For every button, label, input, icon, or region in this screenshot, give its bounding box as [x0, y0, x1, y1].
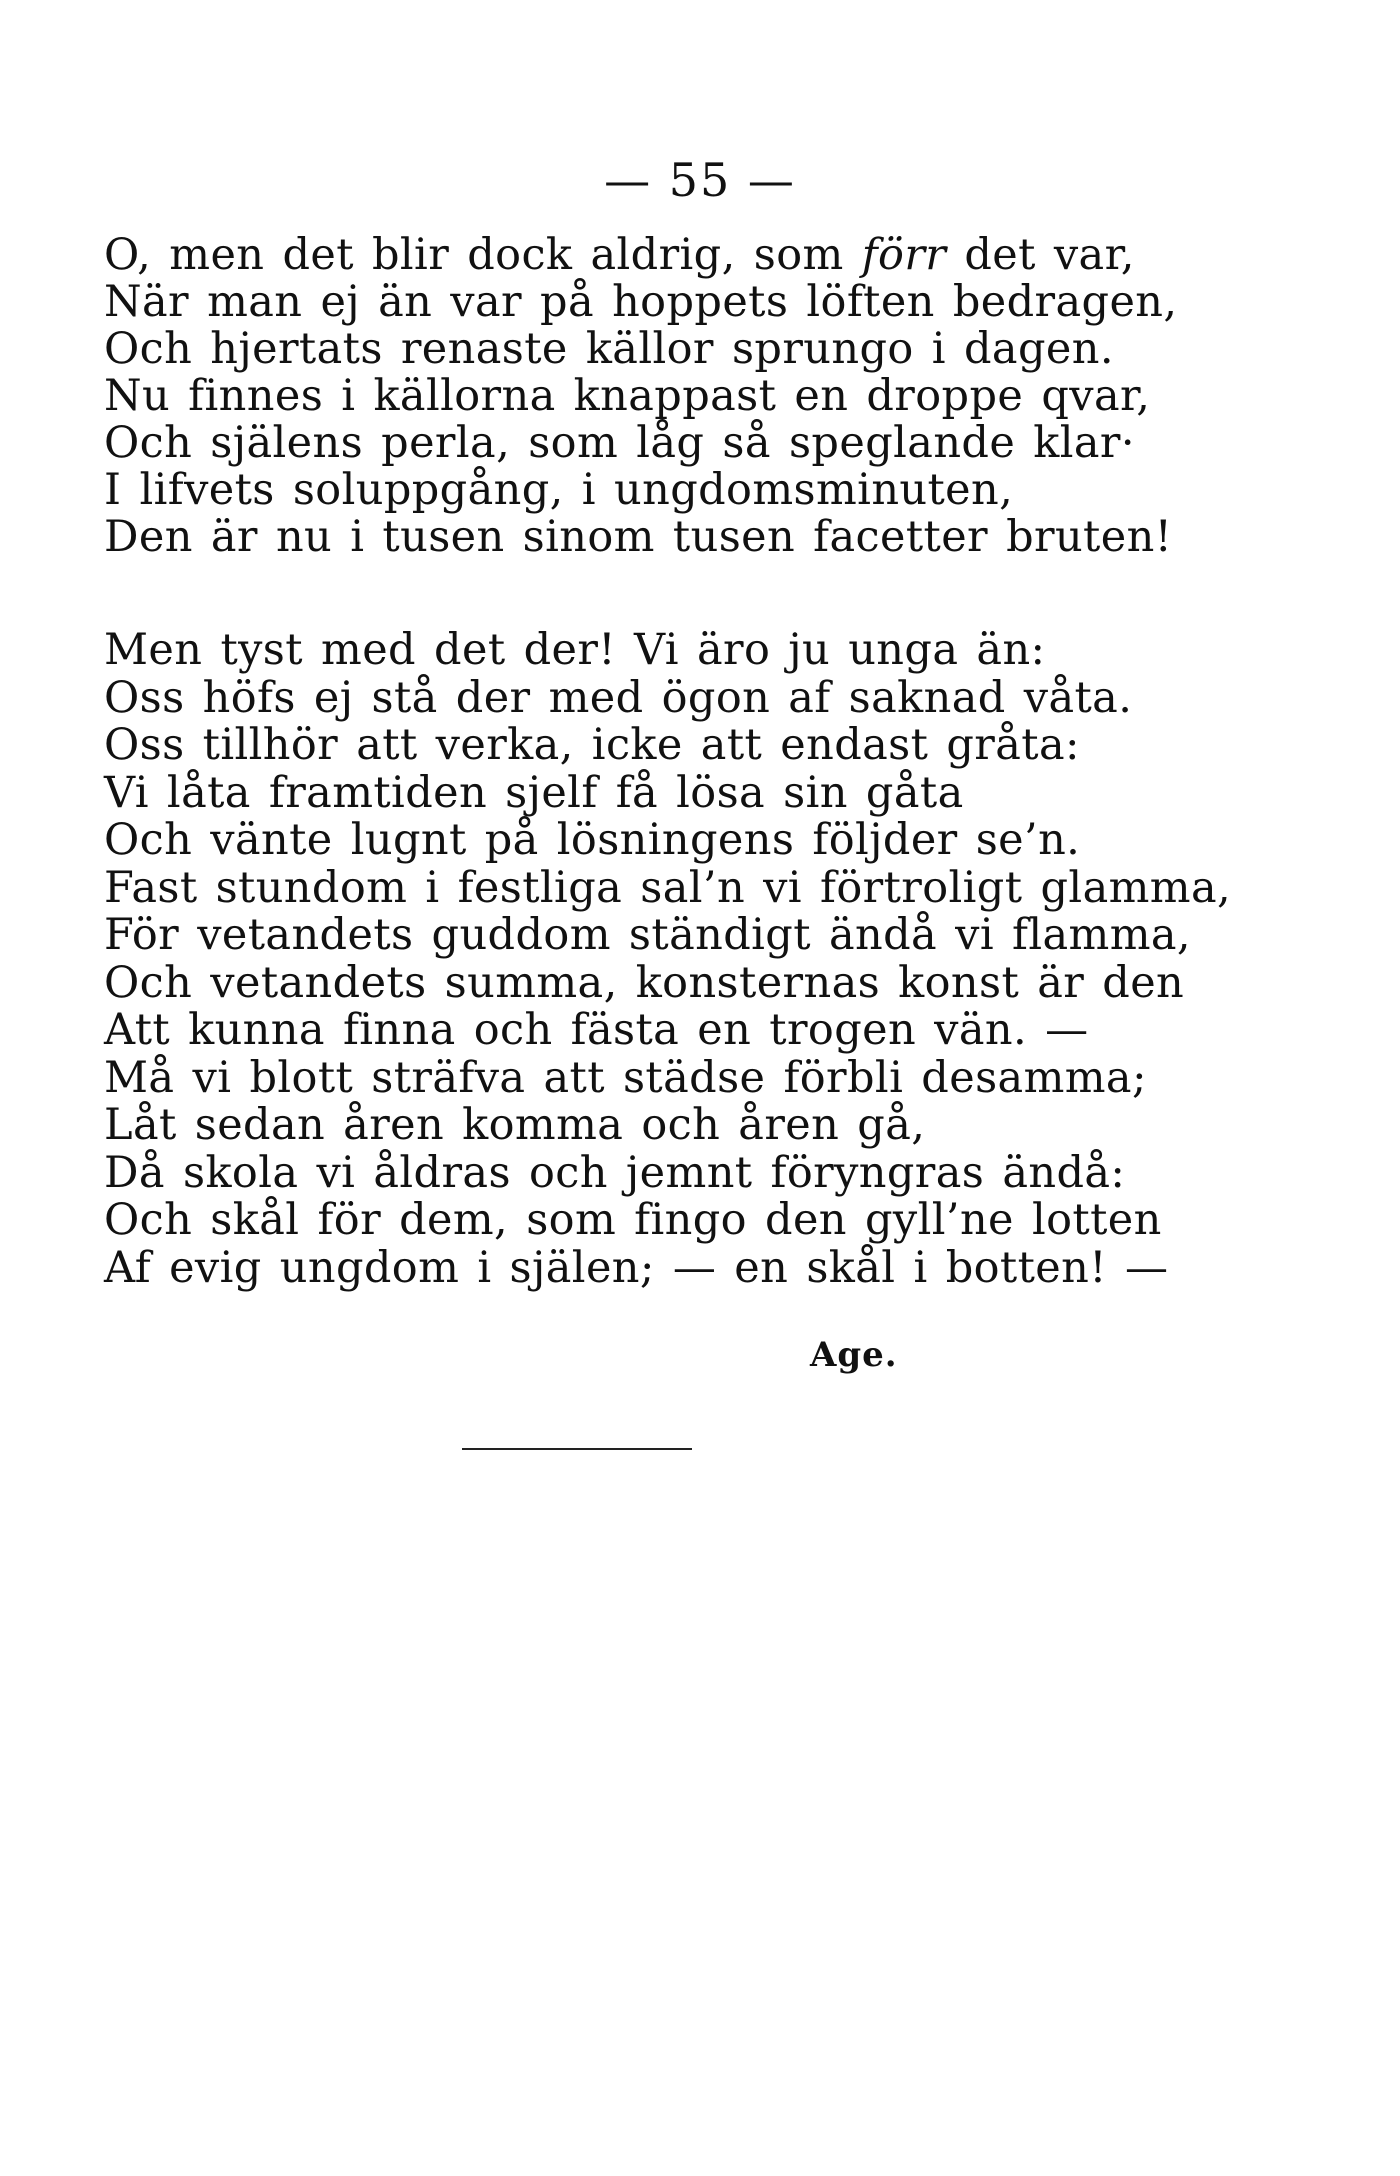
- poem-line: Den är nu i tusen sinom tusen facetter bruten!: [104, 512, 1173, 562]
- author-signature: Age.: [810, 1335, 898, 1375]
- poem-stanza-1: [104, 230, 1178, 562]
- poem-line: Fast stundom i festliga sal’n vi förtroligt glamma,: [104, 862, 1232, 913]
- section-divider: [462, 1448, 692, 1450]
- emphasized-word: förr: [861, 230, 947, 280]
- poem-stanza-2: [104, 625, 1232, 1293]
- poem-line: Och skål för dem, som fingo den gyll’ne lotten: [104, 1195, 1162, 1245]
- poem-line: Och själens perla, som låg så speglande klar·: [104, 418, 1135, 468]
- page-number: — 55 —: [604, 153, 796, 207]
- poem-line: Låt sedan åren komma och åren gå,: [104, 1100, 926, 1150]
- poem-line: Att kunna finna och fästa en trogen vän. —: [104, 1005, 1089, 1055]
- poem-line: Vi låta framtiden sjelf få lösa sin gåta: [104, 767, 964, 818]
- poem-line: Oss tillhör att verka, icke att endast gråta:: [104, 720, 1080, 770]
- poem-line: Men tyst med det der! Vi äro ju unga än:: [104, 625, 1046, 675]
- poem-line: Oss höfs ej stå der med ögon af saknad våta.: [104, 672, 1133, 723]
- poem-line: Må vi blott sträfva att städse förbli desamma;: [104, 1052, 1147, 1103]
- poem-line: I lifvets soluppgång, i ungdomsminuten,: [104, 465, 1014, 515]
- poem-line: För vetandets guddom ständigt ändå vi flamma,: [104, 910, 1191, 960]
- poem-line: Och vänte lugnt på lösningens följder se’n.: [104, 815, 1081, 865]
- poem-line: Och vetandets summa, konsternas konst är den: [104, 957, 1185, 1008]
- poem-line: Nu finnes i källorna knappast en droppe qvar,: [104, 371, 1151, 421]
- poem-line: O, men det blir dock aldrig, som förr det var,: [104, 230, 1135, 280]
- poem-line: När man ej än var på hoppets löften bedragen,: [104, 277, 1178, 327]
- poem-line: Och hjertats renaste källor sprungo i dagen.: [104, 324, 1114, 374]
- poem-line: Af evig ungdom i själen; — en skål i botten! —: [104, 1242, 1169, 1293]
- poem-line: Då skola vi åldras och jemnt föryngras ändå:: [104, 1147, 1126, 1198]
